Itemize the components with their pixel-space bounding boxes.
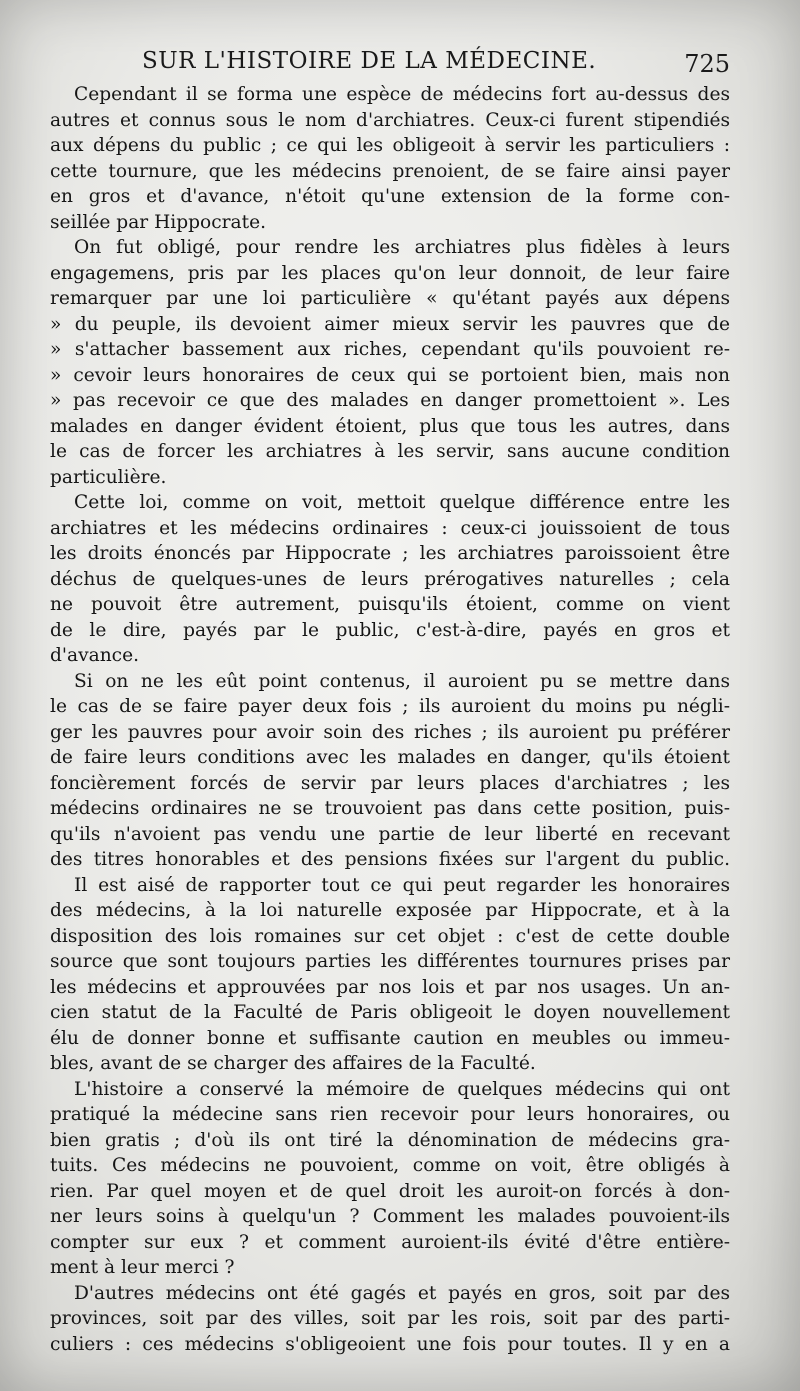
text-line: de le dire, payés par le public, c'est-à-dire, payés en gros et: [50, 619, 730, 641]
text-line: déchus de quelques-unes de leurs prérogatives naturelles ; cela: [50, 568, 730, 590]
text-line: Si on ne les eût point contenus, il auroient pu se mettre dans: [74, 670, 730, 692]
text-line: L'histoire a conservé la mémoire de quelques médecins qui ont: [74, 1078, 730, 1100]
text-line: médecins ordinaires ne se trouvoient pas dans cette position, puis-: [50, 798, 730, 819]
text-line: archiatres et les médecins ordinaires : ceux-ci jouissoient de tous: [50, 517, 730, 539]
text-line: » du peuple, ils devoient aimer mieux servir les pauvres que de: [50, 313, 730, 335]
text-line: des médecins, à la loi naturelle exposée par Hippocrate, et à la: [50, 900, 730, 921]
text-line: culiers : ces médecins s'obligeoient une fois pour toutes. Il y en a: [50, 1333, 730, 1355]
text-line: aux dépens du public ; ce qui les obligeoit à servir les particuliers :: [50, 135, 730, 156]
text-line: » pas recevoir ce que des malades en danger promettoient ». Les: [50, 390, 730, 411]
text-line: cette tournure, que les médecins prenoient, de se faire ainsi payer: [50, 160, 730, 182]
body-text: [50, 82, 730, 1357]
text-line: foncièrement forcés de servir par leurs places d'archiatres ; les: [50, 772, 730, 794]
text-line: On fut obligé, pour rendre les archiatres plus fidèles à leurs: [74, 237, 730, 258]
text-line: particulière.: [50, 466, 167, 488]
text-line: élu de donner bonne et suffisante caution en meubles ou immeu-: [50, 1027, 730, 1049]
text-line: en gros et d'avance, n'étoit qu'une extension de la forme con-: [50, 186, 730, 207]
text-line: pratiqué la médecine sans rien recevoir pour leurs honoraires, ou: [50, 1104, 730, 1125]
text-line: seillée par Hippocrate.: [50, 211, 267, 233]
text-line: bien gratis ; d'où ils ont tiré la dénomination de médecins gra-: [50, 1129, 730, 1151]
text-line: d'avance.: [50, 645, 139, 666]
text-line: qu'ils n'avoient pas vendu une partie de leur liberté en recevant: [50, 823, 730, 845]
text-line: bles, avant de se charger des affaires de la Faculté.: [50, 1053, 536, 1074]
text-line: les droits énoncés par Hippocrate ; les archiatres paroissoient être: [50, 543, 730, 564]
text-line: remarquer par une loi particulière « qu'étant payés aux dépens: [50, 288, 730, 309]
text-line: de faire leurs conditions avec les malades en danger, qu'ils étoient: [50, 747, 730, 768]
text-line: source que sont toujours parties les différentes tournures prises par: [50, 951, 730, 972]
text-line: ger les pauvres pour avoir soin des riches ; ils auroient pu préférer: [50, 721, 730, 743]
page-header: [60, 42, 730, 82]
text-line: rien. Par quel moyen et de quel droit les auroit-on forcés à don-: [50, 1180, 730, 1202]
text-line: ment à leur merci ?: [50, 1257, 235, 1278]
text-line: ner leurs soins à quelqu'un ? Comment les malades pouvoient-ils: [50, 1206, 730, 1227]
text-line: compter sur eux ? et comment auroient-ils évité d'être entière-: [50, 1231, 730, 1253]
text-line: les médecins et approuvées par nos lois et par nos usages. Un an-: [50, 976, 730, 998]
text-line: Cette loi, comme on voit, mettoit quelque différence entre les: [74, 492, 730, 513]
text-line: malades en danger évident étoient, plus que tous les autres, dans: [50, 415, 730, 437]
text-line: ne pouvoit être autrement, puisqu'ils étoient, comme on vient: [50, 594, 730, 615]
text-line: des titres honorables et des pensions fixées sur l'argent du public.: [50, 849, 730, 870]
text-line: disposition des lois romaines sur cet objet : c'est de cette double: [50, 925, 730, 947]
text-line: » s'attacher bassement aux riches, cependant qu'ils pouvoient re-: [50, 339, 730, 360]
text-line: Il est aisé de rapporter tout ce qui peut regarder les honoraires: [74, 874, 730, 896]
text-line: le cas de se faire payer deux fois ; ils auroient du moins pu négli-: [50, 696, 730, 717]
text-line: cien statut de la Faculté de Paris obligeoit le doyen nouvellement: [50, 1002, 730, 1023]
text-line: autres et connus sous le nom d'archiatres. Ceux-ci furent stipendiés: [50, 109, 730, 131]
text-line: D'autres médecins ont été gagés et payés en gros, soit par des: [74, 1282, 730, 1304]
text-line: » cevoir leurs honoraires de ceux qui se portoient bien, mais non: [50, 364, 730, 386]
text-line: provinces, soit par des villes, soit par les rois, soit par des parti-: [50, 1308, 730, 1329]
text-line: Cependant il se forma une espèce de médecins fort au-dessus des: [74, 84, 730, 105]
text-line: tuits. Ces médecins ne pouvoient, comme on voit, être obligés à: [50, 1155, 730, 1176]
text-line: le cas de forcer les archiatres à les servir, sans aucune condition: [50, 441, 730, 462]
page-number: 725: [684, 50, 730, 78]
running-title: SUR L'HISTOIRE DE LA MÉDECINE.: [142, 48, 597, 74]
text-line: engagemens, pris par les places qu'on leur donnoit, de leur faire: [50, 262, 730, 284]
